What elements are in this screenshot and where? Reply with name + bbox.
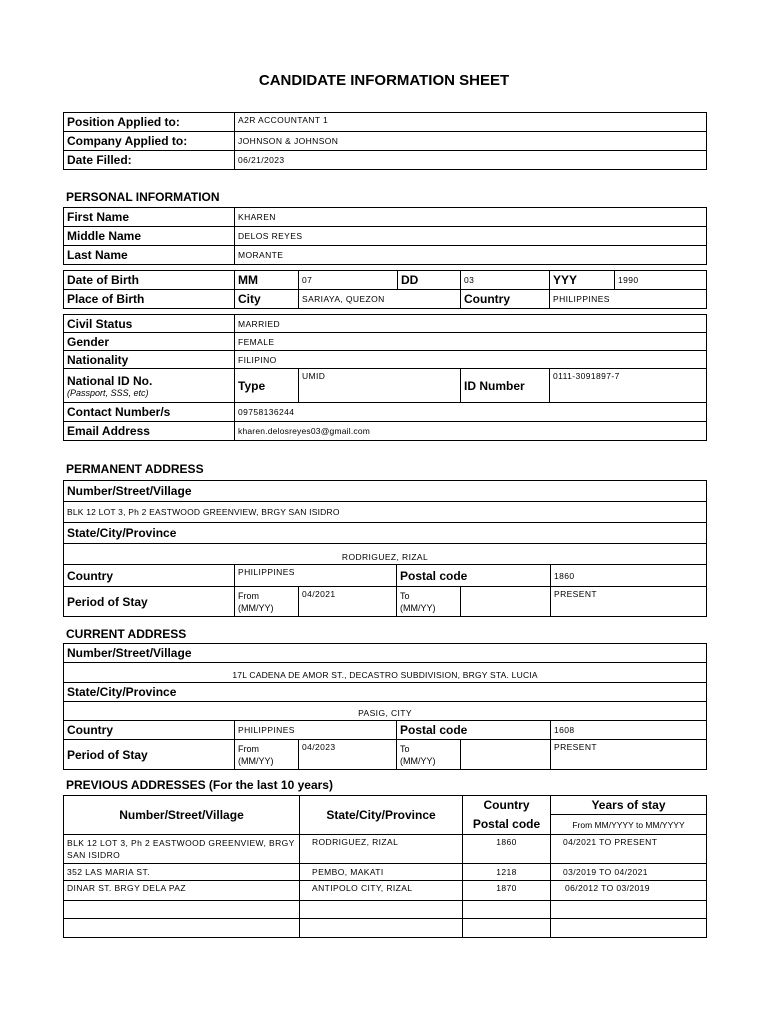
prev-street-cell[interactable]: BLK 12 LOT 3, Ph 2 EASTWOOD GREENVIEW, BRGY SAN ISIDRO (64, 835, 300, 864)
col-state-header: State/City/Province (300, 796, 463, 835)
id-number-field[interactable]: 0111-3091897-7 (550, 369, 707, 403)
middle-name-label: Middle Name (64, 227, 235, 246)
national-id-title: National ID No. (67, 373, 153, 388)
perm-country-label: Country (64, 565, 235, 587)
city-label: City (235, 290, 299, 309)
nationality-label: Nationality (64, 351, 235, 369)
curr-country-field[interactable]: PHILIPPINES (235, 721, 397, 740)
yyy-field[interactable]: 1990 (615, 271, 707, 290)
prev-state-cell[interactable]: RODRIGUEZ, RIZAL (300, 835, 463, 864)
date-filled-label: Date Filled: (64, 151, 235, 170)
company-field[interactable]: JOHNSON & JOHNSON (235, 132, 707, 151)
perm-from-label (235, 587, 299, 617)
personal-info-heading: PERSONAL INFORMATION (66, 190, 220, 204)
id-type-field[interactable]: UMID (299, 369, 461, 403)
curr-from-text: From (238, 743, 259, 754)
perm-to-text: To (400, 590, 410, 601)
curr-period-label: Period of Stay (64, 740, 235, 770)
gender-label: Gender (64, 333, 235, 351)
perm-from-field[interactable]: 04/2021 (299, 587, 397, 617)
table-row (64, 901, 707, 919)
position-field[interactable]: A2R ACCOUNTANT 1 (235, 113, 707, 132)
curr-street-field[interactable]: 17L CADENA DE AMOR ST., DECASTRO SUBDIVISION, BRGY STA. LUCIA (64, 663, 707, 683)
nationality-field[interactable]: FILIPINO (235, 351, 707, 369)
id-number-label: ID Number (461, 369, 550, 403)
prev-postal-cell[interactable]: 1870 (463, 881, 551, 901)
col-country-text: Country (483, 798, 530, 812)
birth-table (63, 270, 707, 309)
id-type-label: Type (235, 369, 299, 403)
perm-to-blank (461, 587, 551, 617)
current-address-table (63, 643, 707, 770)
curr-to-field[interactable]: PRESENT (551, 740, 707, 770)
civil-status-label: Civil Status (64, 315, 235, 333)
table-row (64, 919, 707, 938)
perm-postal-field[interactable]: 1860 (551, 565, 707, 587)
col-street-header: Number/Street/Village (64, 796, 300, 835)
table-row (64, 881, 707, 901)
curr-country-label: Country (64, 721, 235, 740)
prev-postal-cell[interactable]: 1860 (463, 835, 551, 864)
application-table (63, 112, 707, 170)
birth-country-label: Country (461, 290, 550, 309)
table-row (64, 864, 707, 881)
curr-from-format: (MM/YY) (238, 755, 274, 766)
prev-years-cell[interactable]: 04/2021 TO PRESENT (551, 835, 707, 864)
curr-to-format: (MM/YY) (400, 755, 436, 766)
perm-to-label (397, 587, 461, 617)
permanent-address-heading: PERMANENT ADDRESS (66, 462, 204, 476)
national-id-label (64, 369, 235, 403)
email-field[interactable]: kharen.delosreyes03@gmail.com (235, 422, 707, 441)
curr-state-field[interactable]: PASIG, CITY (64, 702, 707, 721)
pob-label: Place of Birth (64, 290, 235, 309)
prev-years-cell[interactable] (551, 919, 707, 938)
birth-country-field[interactable]: PHILIPPINES (550, 290, 707, 309)
prev-postal-cell[interactable] (463, 919, 551, 938)
current-address-heading: CURRENT ADDRESS (66, 627, 187, 641)
prev-street-cell[interactable]: 352 LAS MARIA ST. (64, 864, 300, 881)
personal-details-table (63, 314, 707, 441)
perm-from-text: From (238, 590, 259, 601)
last-name-label: Last Name (64, 246, 235, 265)
prev-state-cell[interactable]: PEMBO, MAKATI (300, 864, 463, 881)
prev-state-cell[interactable] (300, 901, 463, 919)
curr-from-field[interactable]: 04/2023 (299, 740, 397, 770)
date-filled-field[interactable]: 06/21/2023 (235, 151, 707, 170)
prev-state-cell[interactable]: ANTIPOLO CITY, RIZAL (300, 881, 463, 901)
curr-state-label: State/City/Province (64, 683, 707, 702)
prev-street-cell[interactable]: DINAR ST. BRGY DELA PAZ (64, 881, 300, 901)
dd-field[interactable]: 03 (461, 271, 550, 290)
curr-to-label (397, 740, 461, 770)
prev-street-cell[interactable] (64, 919, 300, 938)
previous-addresses-heading: PREVIOUS ADDRESSES (For the last 10 years) (66, 778, 333, 792)
contact-label: Contact Number/s (64, 403, 235, 422)
prev-street-cell[interactable] (64, 901, 300, 919)
perm-to-format: (MM/YY) (400, 602, 436, 613)
first-name-label: First Name (64, 208, 235, 227)
perm-country-field[interactable]: PHILIPPINES (235, 565, 397, 587)
perm-state-field[interactable]: RODRIGUEZ, RIZAL (64, 544, 707, 565)
curr-to-text: To (400, 743, 410, 754)
prev-years-cell[interactable]: 03/2019 TO 04/2021 (551, 864, 707, 881)
national-id-hint: (Passport, SSS, etc) (67, 387, 149, 398)
contact-field[interactable]: 09758136244 (235, 403, 707, 422)
perm-to-field[interactable]: PRESENT (551, 587, 707, 617)
position-label: Position Applied to: (64, 113, 235, 132)
perm-street-label: Number/Street/Village (64, 481, 707, 502)
civil-status-field[interactable]: MARRIED (235, 315, 707, 333)
col-years-header: Years of stay (551, 796, 707, 815)
middle-name-field[interactable]: DELOS REYES (235, 227, 707, 246)
prev-postal-cell[interactable] (463, 901, 551, 919)
perm-from-format: (MM/YY) (238, 602, 274, 613)
last-name-field[interactable]: MORANTE (235, 246, 707, 265)
prev-years-cell[interactable]: 06/2012 TO 03/2019 (551, 881, 707, 901)
col-postal-header (463, 796, 551, 835)
dd-label: DD (398, 271, 461, 290)
permanent-address-table (63, 480, 707, 617)
mm-label: MM (235, 271, 299, 290)
mm-field[interactable]: 07 (299, 271, 398, 290)
name-table (63, 207, 707, 265)
prev-years-cell[interactable] (551, 901, 707, 919)
curr-from-label (235, 740, 299, 770)
prev-state-cell[interactable] (300, 919, 463, 938)
email-label: Email Address (64, 422, 235, 441)
previous-addresses-table (63, 795, 707, 938)
city-field[interactable]: SARIAYA, QUEZON (299, 290, 461, 309)
gender-field[interactable]: FEMALE (235, 333, 707, 351)
curr-postal-label: Postal code (397, 721, 551, 740)
company-label: Company Applied to: (64, 132, 235, 151)
curr-street-label: Number/Street/Village (64, 644, 707, 663)
col-years-subheader: From MM/YYYY to MM/YYYY (551, 815, 707, 835)
perm-period-label: Period of Stay (64, 587, 235, 617)
perm-state-label: State/City/Province (64, 523, 707, 544)
page-title: CANDIDATE INFORMATION SHEET (258, 72, 510, 89)
perm-postal-label: Postal code (397, 565, 551, 587)
col-postal-text: Postal code (472, 817, 541, 831)
dob-label: Date of Birth (64, 271, 235, 290)
yyy-label: YYY (550, 271, 615, 290)
prev-postal-cell[interactable]: 1218 (463, 864, 551, 881)
perm-street-field[interactable]: BLK 12 LOT 3, Ph 2 EASTWOOD GREENVIEW, BRGY SAN ISIDRO (64, 502, 707, 523)
curr-postal-field[interactable]: 1608 (551, 721, 707, 740)
curr-to-blank (461, 740, 551, 770)
first-name-field[interactable]: KHAREN (235, 208, 707, 227)
table-row (64, 835, 707, 864)
